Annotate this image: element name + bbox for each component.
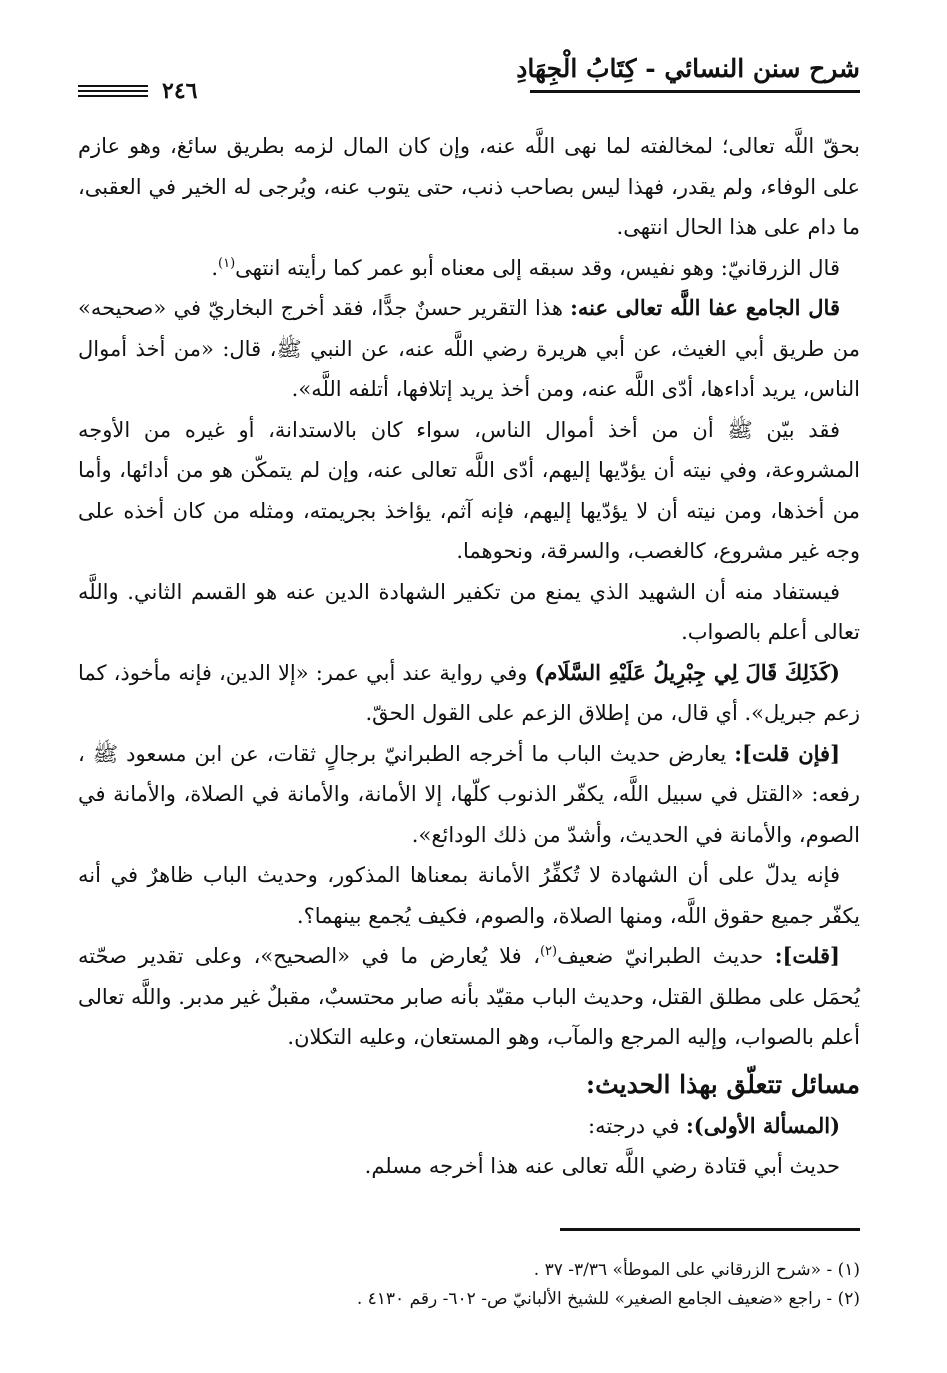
footnote: (٢) - راجع «ضعيف الجامع الصغير» للشيخ الألبانيّ ص- ٦٠٢- رقم ٤١٣٠ .	[356, 1289, 860, 1309]
header-rule	[530, 90, 860, 93]
paragraph: فيستفاد منه أن الشهيد الذي يمنع من تكفير الشهادة الدين عنه هو القسم الثاني. واللَّه تعالى أعلم بالصواب.	[78, 579, 860, 644]
paragraph: قال الزرقانيّ: وهو نفيس، وقد سبقه إلى معناه أبو عمر كما رأيته انتهى$^{(١)}$.	[211, 255, 840, 280]
book-page	[78, 52, 860, 1352]
footnote-separator	[560, 1228, 860, 1231]
page-number-rule	[78, 90, 148, 92]
objection-label: [فإن قلت]:	[734, 740, 841, 766]
footnote: (١) - «شرح الزرقاني على الموطأ» ٣/٣٦- ٣٧ .	[533, 1260, 860, 1280]
footnote-ref: (٢)	[539, 944, 558, 959]
section-title: مسائل تتعلّق بهذا الحديث:	[585, 1069, 860, 1099]
page-number: ٢٤٦	[154, 78, 205, 104]
footnotes	[78, 1256, 860, 1314]
issue-label: (المسألة الأولى):	[686, 1112, 840, 1138]
paragraph: [فإن قلت]: يعارض حديث الباب ما أخرجه الطبرانيّ برجالٍ ثقات، عن ابن مسعود ﷺ ، رفعه: «القتل في سبيل اللَّه، يكفّر الذنوب كلّها، إلا الأمانة، والأمانة في الصلاة، والأمانة في الصوم، والأمانة في الحديث، وأشدّ من ذلك الودائع».	[78, 740, 860, 847]
paragraph: فقد بيّن ﷺ أن من أخذ أموال الناس، سواء كان بالاستدانة، أو غيره من الأوجه المشروعة، وفي نيته أن يؤدّيها إليهم، أدّى اللَّه تعالى عنه، وإن لم يتمكّن هو من أدائها، وأما من أخذها، ومن نيته أن لا يؤدّيها إليهم، فإنه آثم، يؤاخذ بجريمته، ومثله من كان أخذه على وجه غير مشروع، كالغصب، والسرقة، ونحوهما.	[78, 417, 860, 563]
paragraph: فإنه يدلّ على أن الشهادة لا تُكفِّرُ الأمانة بمعناها المذكور، وحديث الباب ظاهرٌ في أنه يكفّر جميع حقوق اللَّه، ومنها الصلاة، والصوم، فكيف يُجمع بينهما؟.	[78, 863, 860, 928]
hadith-quote: (كَذَلِكَ قَالَ لِي جِبْرِيلُ عَلَيْهِ السَّلَام)	[534, 659, 840, 685]
paragraph: (كَذَلِكَ قَالَ لِي جِبْرِيلُ عَلَيْهِ السَّلَام) وفي رواية عند أبي عمر: «إلا الدين، فإنه مأخوذ، كما زعم جبريل». أي قال، من إطلاق الزعم على القول الحقّ.	[78, 659, 860, 725]
book-title: شرح سنن النسائي - كِتَابُ الْجِهَادِ	[516, 54, 860, 83]
main-text	[78, 126, 860, 1187]
paragraph: (المسألة الأولى): في درجته:	[588, 1112, 840, 1138]
running-header	[78, 52, 860, 102]
paragraph-heading: قال الجامع عفا اللَّه تعالى عنه:	[570, 295, 840, 320]
paragraph: بحقّ اللَّه تعالى؛ لمخالفته لما نهى اللَّه عنه، وإن كان المال لزمه بطريق سائغ، وهو عازم على الوفاء، ولم يقدر، فهذا ليس بصاحب ذنب، حتى يتوب عنه، ويُرجى له الخير في العقبى، ما دام على هذا الحال انتهى.	[78, 134, 860, 239]
paragraph: حديث أبي قتادة رضي اللَّه تعالى عنه هذا أخرجه مسلم.	[364, 1154, 840, 1178]
paragraph: قال الجامع عفا اللَّه تعالى عنه: هذا التقرير حسنٌ جدًّا، فقد أخرج البخاريّ في «صحيحه» من طريق أبي الغيث، عن أبي هريرة رضي اللَّه عنه، عن النبي ﷺ، قال: «من أخذ أموال الناس، يريد أداءها، أدّى اللَّه عنه، ومن أخذ يريد إتلافها، أتلفه اللَّه».	[78, 295, 860, 401]
answer-label: [قلت]:	[774, 943, 840, 968]
paragraph: [قلت]: حديث الطبرانيّ ضعيف$^{(٢)}$، فلا يُعارض ما في «الصحيح»، وعلى تقدير صحّته يُحمَل على مطلق القتل، وحديث الباب مقيّد بأنه صابر محتسبٌ، مقبلٌ غير مدبر. واللَّه تعالى أعلم بالصواب، وإليه المرجع والمآب، وهو المستعان، وعليه التكلان.	[78, 943, 860, 1049]
footnote-ref: (١)	[218, 255, 236, 271]
